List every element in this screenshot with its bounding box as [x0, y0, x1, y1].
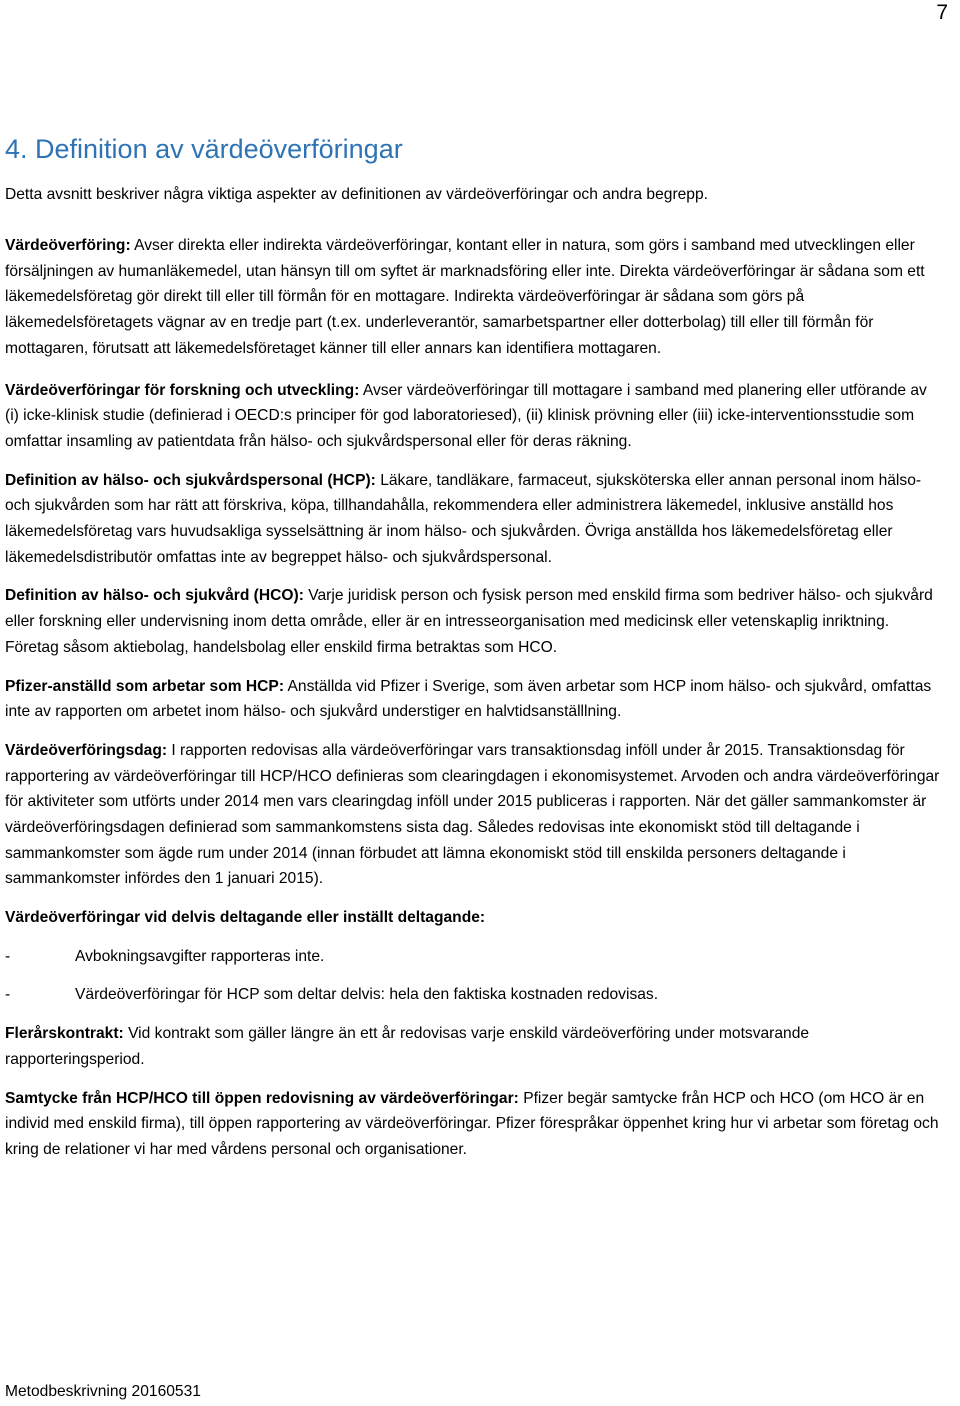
definition-text: Varje juridisk person och fysisk person med enskild firma som bedriver hälso- och sjukvård eller forskning eller undervisning inom detta område, eller är en intresseorganisation med medicinsk eller vetenskaplig inriktning. Företag såsom aktiebolag, handelsbolag eller enskild firma betraktas som HCO.: [5, 587, 933, 656]
definition-text: Vid kontrakt som gäller längre än ett år redovisas varje enskild värdeöverföring under motsvarande rapporteringsperiod.: [5, 1025, 810, 1068]
definition-multiyear-contract: [5, 1021, 943, 1072]
intro-paragraph: Detta avsnitt beskriver några viktiga aspekter av definitionen av värdeöverföringar och andra begrepp.: [5, 186, 708, 203]
partial-participation-heading: Värdeöverföringar vid delvis deltagande eller inställt deltagande:: [5, 909, 486, 927]
section-heading: 4. Definition av värdeöverföringar: [5, 134, 403, 164]
list-dash: -: [5, 985, 11, 1003]
list-item-text: Avbokningsavgifter rapporteras inte.: [75, 947, 325, 965]
definition-hcp: [5, 468, 943, 571]
term: Samtycke från HCP/HCO till öppen redovisning av värdeöverföringar:: [5, 1089, 519, 1107]
definition-text: Anställda vid Pfizer i Sverige, som även arbetar som HCP inom hälso- och sjukvård, omfattas inte av rapporten om arbetet inom hälso- och sjukvård understiger en halvtidsanställlning.: [5, 677, 932, 721]
term: Värdeöverföring:: [5, 237, 131, 254]
definition-pfizer-employee-hcp: [5, 674, 943, 725]
definition-text: Pfizer begär samtycke från HCP och HCO (om HCO är en individ med enskild firma), till öppen rapportering av värdeöverföringar. Pfizer förespråkar öppenhet kring hur vi arbetar som företag och kring de relationer vi har med vårdens personal och organisationer.: [5, 1089, 939, 1159]
term: Definition av hälso- och sjukvårdspersonal (HCP):: [5, 471, 376, 489]
definition-hco: [5, 583, 943, 660]
definition-text: Läkare, tandläkare, farmaceut, sjuksköterska eller annan personal inom hälso- och sjukvården som har rätt att förskriva, köpa, tillhandahålla, rekommendera eller administrera läkemedel, inklusive anställd hos läkemedelsföretag vars huvudsakliga sysselsättning är inom hälso- och sjukvården. Övriga anställda hos läkemedelsföretag eller läkemedelsdistributör omfattas inte av begreppet hälso- och sjukvårdspersonal.: [5, 471, 922, 566]
list-item-text: Värdeöverföringar för HCP som deltar delvis: hela den faktiska kostnaden redovisas.: [75, 985, 659, 1003]
term: Värdeöverföringar för forskning och utveckling:: [5, 381, 360, 399]
list-item: [5, 982, 943, 1008]
term: Värdeöverföringsdag:: [5, 741, 168, 759]
term: Definition av hälso- och sjukvård (HCO):: [5, 587, 304, 605]
definition-transfer-of-value: [5, 233, 943, 362]
document-body: [5, 233, 943, 1176]
list-dash: -: [5, 947, 11, 965]
footer-text: Metodbeskrivning 20160531: [5, 1383, 201, 1400]
definition-consent: [5, 1086, 943, 1163]
term: Flerårskontrakt:: [5, 1025, 124, 1043]
definition-research-development: [5, 378, 943, 455]
definition-transfer-date: [5, 738, 943, 892]
definition-text: I rapporten redovisas alla värdeöverföringar vars transaktionsdag inföll under år 2015. Transaktionsdag för rapportering av värdeöverföringar till HCP/HCO definieras som clearingdagen i ekonomisystemet. Arvoden och andra värdeöverföringar för aktiviteter som utförts under 2014 men vars clearingdag inföll under 2015 publiceras i rapporten. När det gäller sammankomster är värdeöverföringsdagen definierad som sammankomstens sista dag. Således redovisas inte ekonomiskt stöd till deltagande i sammankomster som ägde rum under 2014 (innan förbudet att lämna ekonomiskt stöd till enskilda personers deltagande i sammankomster infördes den 1 januari 2015).: [5, 741, 940, 888]
definition-text: Avser direkta eller indirekta värdeöverföringar, kontant eller in natura, som görs i samband med utvecklingen eller försäljningen av humanläkemedel, utan hänsyn till om syftet är marknadsföring eller inte. Direkta värdeöverföringar är sådana som ett läkemedelsföretag gör direkt till eller till förmån för en mottagare. Indirekta värdeöverföringar är sådana som görs på läkemedelsföretagets vägnar av en tredje part (t.ex. underleverantör, samarbetspartner eller dotterbolag) till eller till förmån för mottagaren, förutsatt att läkemedelsföretaget känner till eller annars kan identifiera mottagaren.: [5, 237, 925, 357]
definition-text: Avser värdeöverföringar till mottagare i samband med planering eller utförande av (i) icke-klinisk studie (definierad i OECD:s principer för god laboratoriesed), (ii) klinisk prövning eller (iii) icke-interventionsstudie som omfattar insamling av patientdata från hälso- och sjukvårdspersonal eller för deras räkning.: [5, 381, 927, 450]
list-item: [5, 944, 943, 970]
page-number: 7: [936, 1, 948, 24]
term: Pfizer-anställd som arbetar som HCP:: [5, 677, 285, 695]
